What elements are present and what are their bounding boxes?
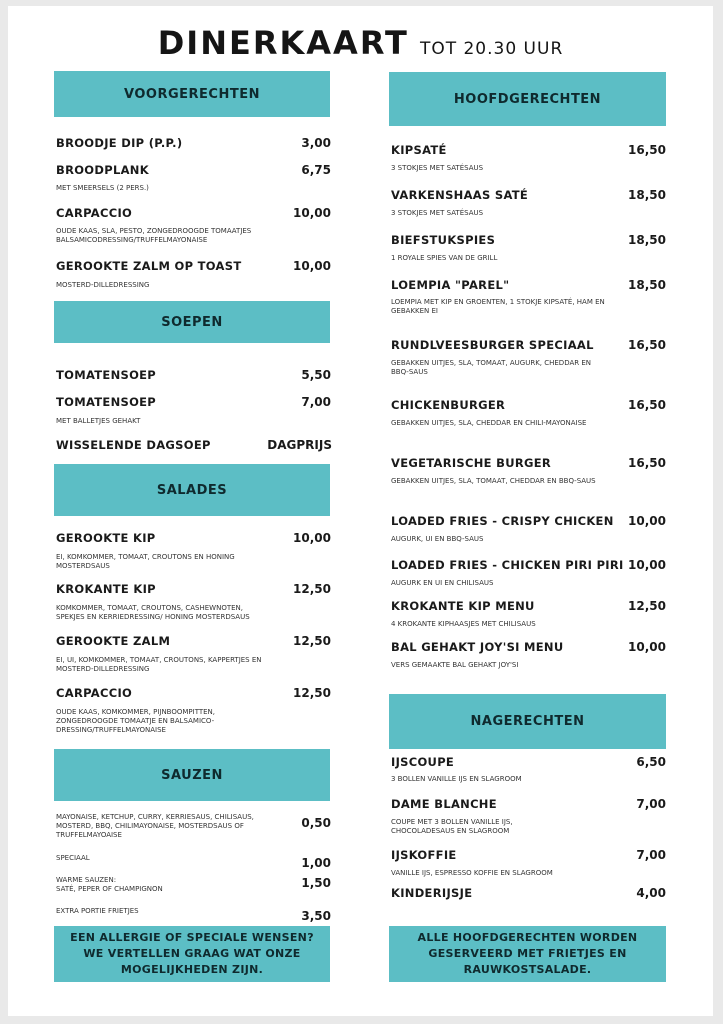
- voorgerechten-heading: VOORGERECHTEN: [54, 71, 330, 117]
- item-price: 4,00: [636, 886, 666, 900]
- item-name: IJSCOUPE: [391, 755, 455, 769]
- item-description: ZONGEDROOGDE TOMAATJE EN BALSAMICO-: [56, 717, 215, 725]
- item-description: SPEKJES EN KERRIEDRESSING/ HONING MOSTERDSAUS: [56, 613, 250, 621]
- item-price: 3,00: [301, 136, 331, 150]
- item-name: TOMATENSOEP: [56, 395, 157, 409]
- note-line: EEN ALLERGIE OF SPECIALE WENSEN?: [70, 931, 314, 944]
- item-price: 3,50: [301, 909, 331, 923]
- salades-heading: SALADES: [54, 464, 330, 516]
- item-description: 3 BOLLEN VANILLE IJS EN SLAGROOM: [391, 775, 522, 783]
- item-price: 12,50: [293, 686, 331, 700]
- item-name: BROODPLANK: [56, 163, 149, 177]
- item-name: GEROOKTE ZALM: [56, 634, 171, 648]
- item-price: 12,50: [293, 582, 331, 596]
- title-sub: TOT 20.30 UUR: [419, 39, 564, 59]
- item-price: 7,00: [636, 848, 666, 862]
- frietjes-note: [389, 926, 666, 982]
- item-description: VERS GEMAAKTE BAL GEHAKT JOY'SI: [391, 661, 519, 669]
- item-price: 10,00: [628, 514, 666, 528]
- item-description: SATÉ, PEPER OF CHAMPIGNON: [56, 885, 163, 893]
- note-line: RAUWKOSTSALADE.: [463, 963, 592, 976]
- item-name: WISSELENDE DAGSOEP: [56, 438, 211, 452]
- item-description: MOSTERD, BBQ, CHILIMAYONAISE, MOSTERDSAUS OF: [56, 822, 244, 830]
- item-price: 0,50: [301, 816, 331, 830]
- item-price: 6,75: [301, 163, 331, 177]
- item-name: VARKENSHAAS SATÉ: [391, 188, 529, 202]
- item-name: GEROOKTE KIP: [56, 531, 156, 545]
- note-line: ALLE HOOFDGERECHTEN WORDEN: [417, 931, 638, 944]
- note-line: WE VERTELLEN GRAAG WAT ONZE: [83, 947, 301, 960]
- item-price: DAGPRIJS: [267, 438, 332, 452]
- allergy-note: [54, 926, 330, 982]
- item-name: IJSKOFFIE: [391, 848, 457, 862]
- item-name: KINDERIJSJE: [391, 886, 473, 900]
- item-name: CARPACCIO: [56, 686, 133, 700]
- item-price: 1,00: [301, 856, 331, 870]
- item-name: BROODJE DIP (P.P.): [56, 136, 183, 150]
- soepen-heading: SOEPEN: [54, 301, 330, 343]
- item-price: 16,50: [628, 338, 666, 352]
- item-description: MOSTERDSAUS: [56, 562, 110, 570]
- item-name: KIPSATÉ: [391, 143, 447, 157]
- item-name: DAME BLANCHE: [391, 797, 497, 811]
- item-description: DRESSING/TRUFFELMAYONAISE: [56, 726, 166, 734]
- note-line: MOGELIJKHEDEN ZIJN.: [120, 963, 264, 976]
- item-price: 16,50: [628, 398, 666, 412]
- nagerechten-heading: NAGERECHTEN: [389, 694, 666, 749]
- item-name: RUNDLVEESBURGER SPECIAAL: [391, 338, 594, 352]
- item-description: CHOCOLADESAUS EN SLAGROOM: [391, 827, 510, 835]
- item-description: MAYONAISE, KETCHUP, CURRY, KERRIESAUS, CHILISAUS,: [56, 813, 254, 821]
- item-price: 10,00: [628, 558, 666, 572]
- item-price: 10,00: [628, 640, 666, 654]
- item-description: TRUFFELMAYOAISE: [56, 831, 122, 839]
- item-description: SPECIAAL: [56, 854, 90, 862]
- item-description: EI, UI, KOMKOMMER, TOMAAT, CROUTONS, KAPPERTJES EN: [56, 656, 262, 664]
- item-description: OUDE KAAS, SLA, PESTO, ZONGEDROOGDE TOMAATJES: [56, 227, 252, 235]
- item-description: COUPE MET 3 BOLLEN VANILLE IJS,: [391, 818, 513, 826]
- item-description: VANILLE IJS, ESPRESSO KOFFIE EN SLAGROOM: [391, 869, 553, 877]
- item-name: LOADED FRIES - CRISPY CHICKEN: [391, 514, 614, 528]
- item-price: 10,00: [293, 206, 331, 220]
- item-description: OUDE KAAS, KOMKOMMER, PIJNBOOMPITTEN,: [56, 708, 216, 716]
- item-description: BALSAMICODRESSING/TRUFFELMAYONAISE: [56, 236, 208, 244]
- item-price: 12,50: [628, 599, 666, 613]
- item-price: 10,00: [293, 259, 331, 273]
- item-price: 7,00: [636, 797, 666, 811]
- hoofdgerechten-heading: HOOFDGERECHTEN: [389, 72, 666, 126]
- item-name: TOMATENSOEP: [56, 368, 157, 382]
- item-description: WARME SAUZEN:: [56, 876, 117, 884]
- item-name: VEGETARISCHE BURGER: [391, 456, 552, 470]
- item-description: MET BALLETJES GEHAKT: [56, 417, 141, 425]
- item-price: 18,50: [628, 278, 666, 292]
- item-price: 5,50: [301, 368, 331, 382]
- menu-page: [8, 6, 713, 1016]
- item-description: GEBAKKEN UITJES, SLA, CHEDDAR EN CHILI-MAYONAISE: [391, 419, 587, 427]
- item-name: BIEFSTUKSPIES: [391, 233, 496, 247]
- item-price: 18,50: [628, 188, 666, 202]
- item-description: EI, KOMKOMMER, TOMAAT, CROUTONS EN HONING: [56, 553, 235, 561]
- item-name: LOADED FRIES - CHICKEN PIRI PIRI: [391, 558, 624, 572]
- title-main: DINERKAART: [157, 24, 409, 62]
- item-price: 1,50: [301, 876, 331, 890]
- item-price: 6,50: [636, 755, 666, 769]
- item-description: AUGURK, UI EN BBQ-SAUS: [391, 535, 484, 543]
- item-price: 10,00: [293, 531, 331, 545]
- menu-title: [8, 24, 713, 62]
- item-price: 16,50: [628, 456, 666, 470]
- item-name: CARPACCIO: [56, 206, 133, 220]
- item-description: MOSTERD-DILLEDRESSING: [56, 281, 150, 289]
- item-name: CHICKENBURGER: [391, 398, 506, 412]
- item-description: BBQ-SAUS: [391, 368, 428, 376]
- item-price: 7,00: [301, 395, 331, 409]
- item-name: KROKANTE KIP MENU: [391, 599, 535, 613]
- item-name: LOEMPIA "PAREL": [391, 278, 510, 292]
- item-description: 1 ROYALE SPIES VAN DE GRILL: [391, 254, 498, 262]
- item-description: KOMKOMMER, TOMAAT, CROUTONS, CASHEWNOTEN,: [56, 604, 244, 612]
- item-description: 3 STOKJES MET SATÉSAUS: [391, 209, 484, 217]
- item-description: GEBAKKEN UITJES, SLA, TOMAAT, AUGURK, CHEDDAR EN: [391, 359, 592, 367]
- item-description: MOSTERD-DILLEDRESSING: [56, 665, 150, 673]
- item-name: BAL GEHAKT JOY'SI MENU: [391, 640, 564, 654]
- item-description: LOEMPIA MET KIP EN GROENTEN, 1 STOKJE KIPSATÉ, HAM EN: [391, 298, 605, 306]
- sauzen-heading: SAUZEN: [54, 749, 330, 801]
- item-price: 18,50: [628, 233, 666, 247]
- item-name: KROKANTE KIP: [56, 582, 156, 596]
- item-description: EXTRA PORTIE FRIETJES: [56, 907, 139, 915]
- item-price: 16,50: [628, 143, 666, 157]
- item-description: MET SMEERSELS (2 PERS.): [56, 184, 149, 192]
- item-description: 3 STOKJES MET SATÉSAUS: [391, 164, 484, 172]
- item-description: GEBAKKEN EI: [391, 307, 438, 315]
- item-description: 4 KROKANTE KIPHAASJES MET CHILISAUS: [391, 620, 536, 628]
- item-price: 12,50: [293, 634, 331, 648]
- item-name: GEROOKTE ZALM OP TOAST: [56, 259, 242, 273]
- item-description: AUGURK EN UI EN CHILISAUS: [391, 579, 494, 587]
- note-line: GESERVEERD MET FRIETJES EN: [428, 947, 627, 960]
- item-description: GEBAKKEN UITJES, SLA, TOMAAT, CHEDDAR EN BBQ-SAUS: [391, 477, 596, 485]
